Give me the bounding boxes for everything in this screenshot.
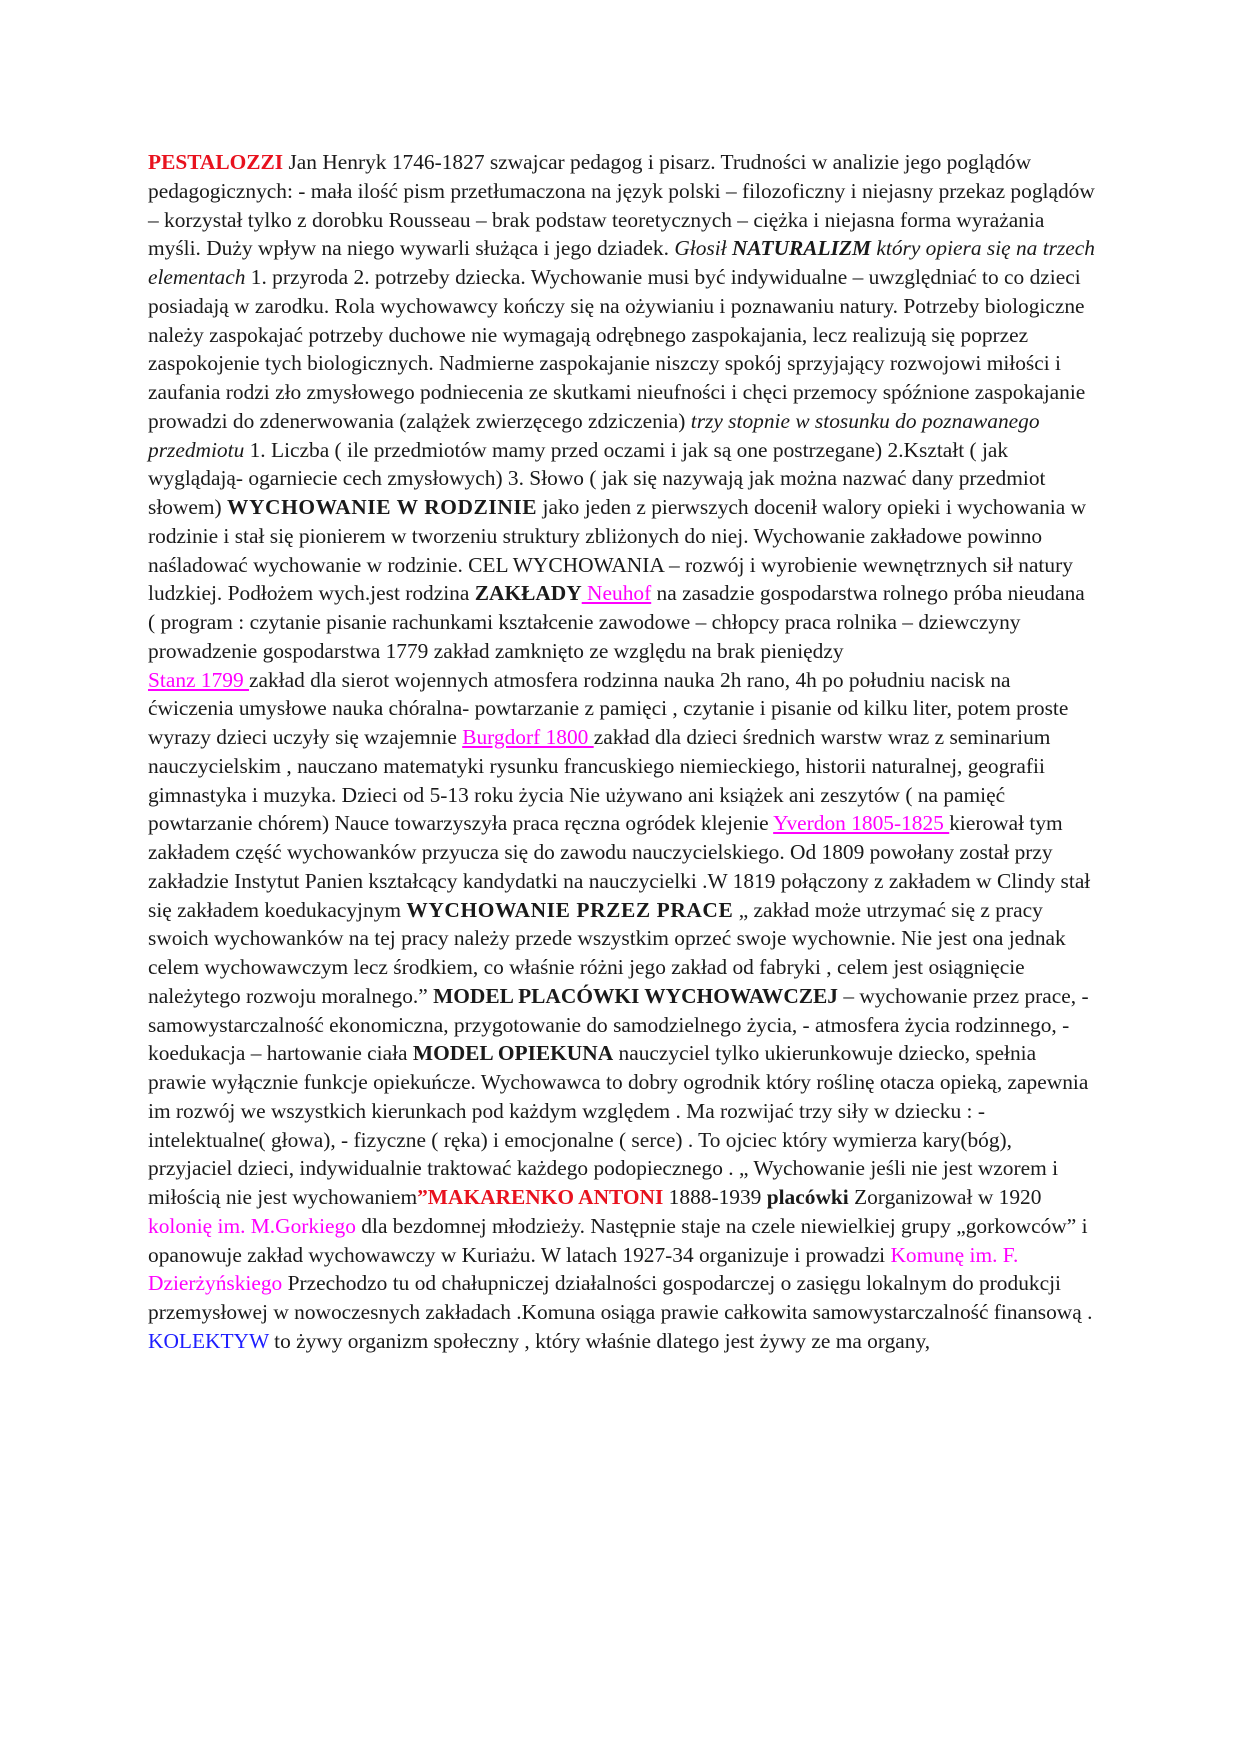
- heading-model-placowki: MODEL PLACÓWKI WYCHOWAWCZEJ: [433, 983, 838, 1008]
- text-segment: Głosił: [674, 236, 732, 261]
- heading-wychowanie-w-rodzinie: WYCHOWANIE W RODZINIE: [227, 495, 538, 519]
- text-segment: kierował tym zakładem część wychowanków przyucza się do zawodu nauczycielskiego. Od 1809 powołany został przy zakładzie Instytut Panien kształcący kandydatki na nauczycielki .W 1819 połączony z zakładem w Clindy stał się zakładem koedukacyjnym: [148, 811, 1091, 922]
- term-kolektyw: KOLEKTYW: [148, 1328, 269, 1353]
- text-segment: jako jeden z pierwszych docenił walory opieki i wychowania w rodzinie i stał się pionierem w tworzeniu struktury zbliżonych do niej. Wychowanie zakładowe powinno naśladować wychowanie w rodzinie. CEL WYCHOWANIA – rozwój i wyrobienie wewnętrznych sił natury ludzkiej. Podłożem wych.jest rodzina: [148, 495, 1087, 606]
- link-stanz[interactable]: Stanz 1799: [148, 667, 249, 692]
- link-neuhof[interactable]: Neuhof: [581, 581, 652, 606]
- text-segment: 1888-1939: [663, 1185, 767, 1209]
- text-segment: dla bezdomnej młodzieży. Następnie staje na czele niewielkiej grupy „gorkowców” i opanowuje zakład wychowawczy w Kuriażu. W latach 1927-34 organizuje i prowadzi: [148, 1213, 1088, 1267]
- text-segment: Zorganizował w 1920: [848, 1185, 1042, 1209]
- text-segment: na zasadzie gospodarstwa rolnego próba nieudana ( program : czytanie pisanie rachunkami kształcenie zawodowe – chłopcy praca rolnika – dziewczyny prowadzenie gospodarstwa 1779 zakład zamknięto ze względu na brak pieniędzy: [148, 581, 1085, 663]
- text-segment: „ zakład może utrzymać się z pracy swoich wychowanków na tej pracy należy przede wszystkim oprzeć swoje wychownie. Nie jest ona jednak celem wychowawczym lecz środkiem, co właśnie różni jego zakład od fabryki , celem jest osiągnięcie należytego rozwoju moralnego.”: [148, 897, 1066, 1008]
- text-segment: Jan Henryk 1746-1827 szwajcar pedagog i pisarz. Trudności w analizie jego poglądów pedagogicznych: - mała ilość pism przetłumaczona na język polski – filozoficzny i niejasny przekaz poglądów – korzystał tylko z dorobku Rousseau – brak podstaw teoretycznych – ciężka i niejasna forma wyrażania myśli. Duży wpływ na niego wywarli służąca i jego dziadek.: [148, 150, 1095, 261]
- text-segment: to żywy organizm społeczny , który właśnie dlatego jest żywy ze ma organy,: [268, 1328, 931, 1353]
- link-komuna-dzierzynskiego[interactable]: Komunę im. F. Dzierżyńskiego: [148, 1242, 1019, 1296]
- text-segment: 1. przyroda 2. potrzeby dziecka. Wychowanie musi być indywidualne – uwzględniać to co dzieci posiadają w zarodku. Rola wychowawcy kończy się na ożywianiu i poznawaniu natury. Potrzeby biologiczne należy zaspokajać potrzeby duchowe nie wymagają odrębnego zaspokajania, lecz realizują się poprzez zaspokojenie tych biologicznych. Nadmierne zaspokajanie niszczy spokój sprzyjający rozwojowi miłości i zaufania rodzi zło zmysłowego podniecenia ze skutkami nieufności i chęci przemocy spóźnione zaspokajanie prowadzi do zdenerwowania (zalążek zwierzęcego zdziczenia): [148, 265, 1086, 433]
- text-segment: zakład dla dzieci średnich warstw wraz z seminarium nauczycielskim , nauczano matematyki rysunku francuskiego niemieckiego, historii naturalnej, geografii gimnastyka i muzyka. Dzieci od 5-13 roku życia Nie używano ani książek ani zeszytów ( na pamięć powtarzanie chórem) Nauce towarzyszyła praca ręczna ogródek klejenie: [148, 725, 1051, 836]
- text-segment: który opiera się na trzech elementach: [148, 236, 1095, 289]
- heading-makarenko: ”MAKARENKO ANTONI: [417, 1185, 664, 1209]
- document-body: [148, 148, 1096, 1356]
- heading-zaklady: ZAKŁADY: [474, 581, 582, 606]
- text-segment: zakład dla sierot wojennych atmosfera rodzinna nauka 2h rano, 4h po południu nacisk na ćwiczenia umysłowe nauka chóralna- powtarzanie z pamięci , czytanie i pisanie od kilku liter, potem proste wyrazy dzieci uczyły się wzajemnie: [148, 667, 1069, 749]
- text-segment: 1. Liczba ( ile przedmiotów mamy przed oczami i jak są one postrzegane) 2.Kształt ( jak wyglądają- ogarniecie cech zmysłowych) 3. Słowo ( jak się nazywają jak można nazwać dany przedmiot słowem): [148, 437, 1046, 519]
- term-naturalizm: NATURALIZM: [731, 236, 872, 261]
- heading-pestalozzi: PESTALOZZI: [148, 150, 284, 174]
- term-trzy-stopnie: trzy stopnie w stosunku do poznawanego przedmiotu: [148, 408, 1040, 462]
- link-yverdon[interactable]: Yverdon 1805-1825: [773, 811, 950, 836]
- heading-wychowanie-przez-prace: WYCHOWANIE PRZEZ PRACE: [406, 897, 734, 922]
- text-segment: Przechodzo tu od chałupniczej działalności gospodarczej o zasięgu lokalnym do produkcji przemysłowej w nowoczesnych zakładach .Komuna osiąga prawie całkowita samowystarczalność finansową .: [148, 1271, 1093, 1324]
- term-placowki: placówki: [766, 1185, 849, 1209]
- text-segment: – wychowanie przez prace, - samowystarczalność ekonomiczna, przygotowanie do samodzielnego życia, - atmosfera życia rodzinnego, - koedukacja – hartowanie ciała: [148, 983, 1089, 1066]
- link-kolonia-gorkiego[interactable]: kolonię im. M.Gorkiego: [148, 1213, 356, 1238]
- text-segment: nauczyciel tylko ukierunkowuje dziecko, spełnia prawie wyłącznie funkcje opiekuńcze. Wychowawca to dobry ogrodnik który roślinę otacza opieką, zapewnia im rozwój we wszystkich kierunkach pod każdym względem . Ma rozwijać trzy siły w dziecku : - intelektualne( głowa), - fizyczne ( ręka) i emocjonalne ( serce) . To ojciec który wymierza kary(bóg), przyjaciel dzieci, indywidualnie traktować każdego podopiecznego . „ Wychowanie jeśli nie jest wzorem i miłością nie jest wychowaniem: [148, 1041, 1089, 1209]
- heading-model-opiekuna: MODEL OPIEKUNA: [412, 1041, 614, 1066]
- link-burgdorf[interactable]: Burgdorf 1800: [462, 725, 594, 749]
